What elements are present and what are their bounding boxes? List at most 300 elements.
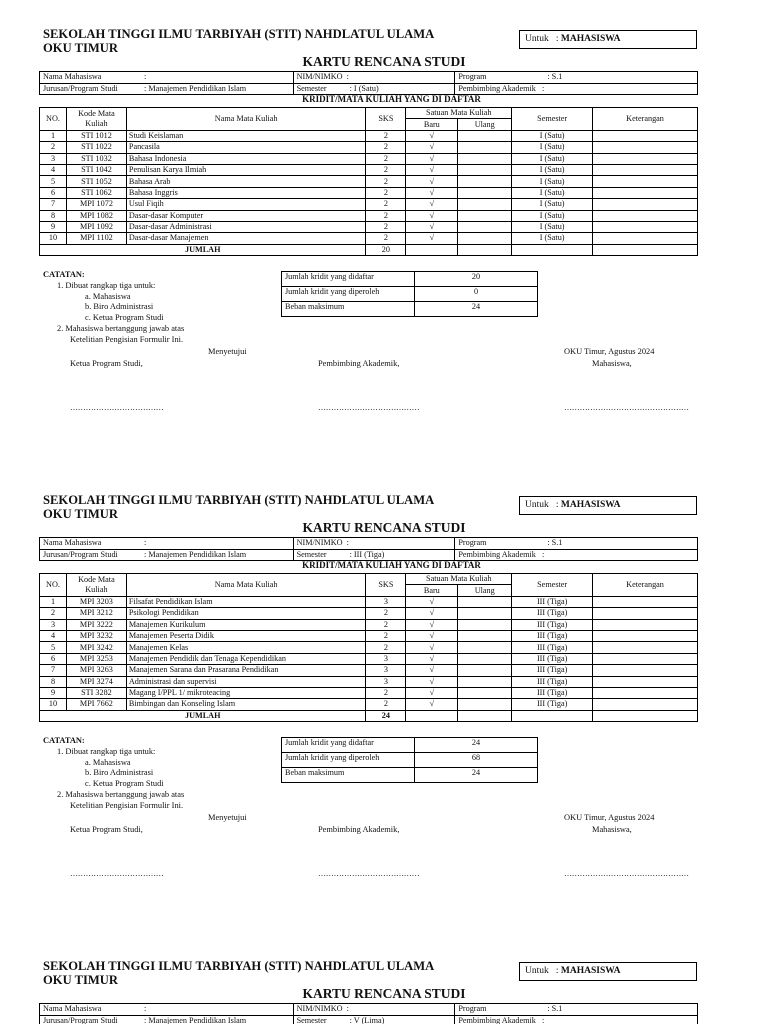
program-value: : S.1 [547, 538, 563, 548]
table-row [40, 642, 698, 653]
row-ulang [458, 153, 512, 164]
row-ulang [458, 199, 512, 210]
pembimbing-cell [455, 549, 698, 561]
row-kode: STI 1062 [66, 187, 126, 198]
col-ulang: Ulang [458, 119, 512, 130]
nama-separator: : [144, 538, 147, 548]
row-ulang [458, 699, 512, 710]
row-ulang [458, 653, 512, 664]
row-no: 3 [40, 153, 67, 164]
col-semester: Semester [512, 574, 593, 597]
row-semester: III (Tiga) [512, 630, 593, 641]
row-kode: MPI 1072 [66, 199, 126, 210]
row-keterangan [593, 142, 698, 153]
row-semester: I (Satu) [512, 210, 593, 221]
program-cell [455, 72, 698, 84]
row-no: 3 [40, 619, 67, 630]
row-semester: III (Tiga) [512, 608, 593, 619]
signature-line-pembimbing: ………………………………… [318, 869, 420, 878]
untuk-box: Untuk : MAHASISWA [519, 962, 697, 981]
row-ulang [458, 233, 512, 244]
row-no: 5 [40, 176, 67, 187]
place-date: OKU Timur, Agustus 2024 [564, 347, 655, 356]
row-kode: MPI 7662 [66, 699, 126, 710]
catatan-label: CATATAN: [43, 270, 85, 279]
row-ulang [458, 187, 512, 198]
table-row [40, 176, 698, 187]
row-no: 5 [40, 642, 67, 653]
nim-cell [293, 1004, 455, 1016]
jumlah-value: 20 [366, 244, 406, 255]
jumlah-label: JUMLAH [40, 244, 366, 255]
total-row [40, 710, 698, 721]
row-no: 10 [40, 233, 67, 244]
table-row [40, 187, 698, 198]
table-row [40, 596, 698, 607]
row-baru: √ [406, 233, 458, 244]
table-row [40, 699, 698, 710]
row-kode: MPI 3203 [66, 596, 126, 607]
note-1c: c. Ketua Program Studi [85, 313, 164, 323]
row-semester: I (Satu) [512, 176, 593, 187]
jurusan-label: Jurusan/Program Studi [43, 549, 118, 559]
semester-value: : I (Satu) [349, 83, 379, 93]
row-no: 10 [40, 699, 67, 710]
row-nama: Filsafat Pendidikan Islam [126, 596, 366, 607]
signature-line-mahasiswa: ………………………………………… [564, 403, 689, 412]
row-ulang [458, 142, 512, 153]
ketua-label: Ketua Program Studi, [70, 825, 143, 834]
semester-label: Semester [296, 549, 327, 559]
untuk-box: Untuk : MAHASISWA [519, 30, 697, 49]
row-no: 2 [40, 142, 67, 153]
row-kode: STI 1052 [66, 176, 126, 187]
program-label: Program [458, 72, 487, 82]
jurusan-cell [40, 83, 294, 95]
row-ulang [458, 630, 512, 641]
row-sks: 2 [366, 619, 406, 630]
row-semester: I (Satu) [512, 233, 593, 244]
row-keterangan [593, 199, 698, 210]
row-ulang [458, 619, 512, 630]
col-keterangan: Keterangan [593, 574, 698, 597]
row-keterangan [593, 596, 698, 607]
row-baru: √ [406, 153, 458, 164]
note-2b: Ketelitian Pengisian Formulir Ini. [70, 800, 184, 810]
row-sks: 2 [366, 176, 406, 187]
semester-value: : III (Tiga) [349, 549, 385, 559]
sum-maksimum-label: Beban maksimum [282, 768, 415, 783]
row-kode: MPI 3222 [66, 619, 126, 630]
row-keterangan [593, 187, 698, 198]
row-sks: 2 [366, 210, 406, 221]
table-row [40, 653, 698, 664]
row-ulang [458, 176, 512, 187]
row-nama: Studi Keislaman [126, 130, 366, 141]
untuk-value: MAHASISWA [560, 34, 621, 44]
row-nama: Usul Fiqih [126, 199, 366, 210]
row-keterangan [593, 130, 698, 141]
row-keterangan [593, 699, 698, 710]
jumlah-label: JUMLAH [40, 710, 366, 721]
table-row [40, 130, 698, 141]
row-nama: Psikologi Pendidikan [126, 608, 366, 619]
sum-didaftar-value: 24 [415, 738, 538, 753]
note-1c: c. Ketua Program Studi [85, 779, 164, 789]
untuk-value: MAHASISWA [560, 966, 621, 976]
note-2b: Ketelitian Pengisian Formulir Ini. [70, 334, 184, 344]
col-nama: Nama Mata Kuliah [126, 108, 366, 131]
semester-cell [293, 1015, 455, 1024]
row-baru: √ [406, 221, 458, 232]
total-row [40, 244, 698, 255]
row-baru: √ [406, 676, 458, 687]
nim-cell [293, 538, 455, 550]
table-row [40, 164, 698, 175]
jurusan-label: Jurusan/Program Studi [43, 83, 118, 93]
pembimbing-label: Pembimbing Akademik [458, 83, 536, 93]
pembimbing-cell [455, 1015, 698, 1024]
nama-separator: : [144, 1004, 147, 1014]
row-ulang [458, 130, 512, 141]
program-value: : S.1 [547, 1004, 563, 1014]
row-baru: √ [406, 210, 458, 221]
row-nama: Magang I/PPL 1/ mikroteacing [126, 687, 366, 698]
table-row [40, 630, 698, 641]
row-baru: √ [406, 630, 458, 641]
nim-label: NIM/NIMKO [296, 72, 343, 82]
place-date: OKU Timur, Agustus 2024 [564, 813, 655, 822]
student-info-table [39, 1003, 698, 1024]
institution-name: SEKOLAH TINGGI ILMU TARBIYAH (STIT) NAHDLATUL ULAMA OKU TIMUR [43, 27, 435, 55]
col-semester: Semester [512, 108, 593, 131]
catatan-label: CATATAN: [43, 736, 85, 745]
row-semester: III (Tiga) [512, 619, 593, 630]
row-kode: MPI 3212 [66, 608, 126, 619]
row-keterangan [593, 676, 698, 687]
table-row [40, 687, 698, 698]
sum-diperoleh-value: 0 [415, 287, 538, 302]
signature-line-ketua: ……………………………… [70, 403, 164, 412]
jurusan-value: : Manajemen Pendidikan Islam [144, 1015, 247, 1024]
row-no: 9 [40, 221, 67, 232]
signature-line-ketua: ……………………………… [70, 869, 164, 878]
col-keterangan: Keterangan [593, 108, 698, 131]
row-nama: Manajemen Pendidik dan Tenaga Kependidikan [126, 653, 366, 664]
row-baru: √ [406, 665, 458, 676]
row-nama: Manajemen Peserta Didik [126, 630, 366, 641]
col-satuan: Satuan Mata Kuliah [406, 574, 512, 585]
student-info-table [39, 537, 698, 561]
note-2: 2. Mahasiswa bertanggung jawab atas [57, 789, 185, 799]
form-title: KARTU RENCANA STUDI [302, 520, 466, 535]
row-no: 2 [40, 608, 67, 619]
row-kode: STI 3282 [66, 687, 126, 698]
row-nama: Manajemen Kelas [126, 642, 366, 653]
row-baru: √ [406, 164, 458, 175]
table-row [40, 199, 698, 210]
row-semester: III (Tiga) [512, 699, 593, 710]
row-baru: √ [406, 653, 458, 664]
sum-diperoleh-label: Jumlah kridit yang diperoleh [282, 753, 415, 768]
signature-line-mahasiswa: ………………………………………… [564, 869, 689, 878]
row-sks: 3 [366, 676, 406, 687]
row-no: 8 [40, 676, 67, 687]
row-semester: I (Satu) [512, 164, 593, 175]
nama-label: Nama Mahasiswa [43, 72, 102, 82]
row-nama: Bahasa Arab [126, 176, 366, 187]
row-kode: STI 1012 [66, 130, 126, 141]
untuk-label: Untuk [525, 966, 549, 976]
mahasiswa-label: Mahasiswa, [592, 825, 632, 834]
row-no: 1 [40, 130, 67, 141]
row-baru: √ [406, 608, 458, 619]
nama-cell [40, 1004, 294, 1016]
col-satuan: Satuan Mata Kuliah [406, 108, 512, 119]
signature-line-pembimbing: ………………………………… [318, 403, 420, 412]
row-nama: Manajemen Sarana dan Prasarana Pendidikan [126, 665, 366, 676]
row-ulang [458, 665, 512, 676]
pembimbing-sig-label: Pembimbing Akademik, [318, 825, 400, 834]
nama-label: Nama Mahasiswa [43, 538, 102, 548]
sum-didaftar-label: Jumlah kridit yang didaftar [282, 738, 415, 753]
row-nama: Bimbingan dan Konseling Islam [126, 699, 366, 710]
table-row [40, 665, 698, 676]
row-kode: STI 1022 [66, 142, 126, 153]
notes [43, 270, 184, 346]
row-semester: I (Satu) [512, 199, 593, 210]
row-semester: I (Satu) [512, 187, 593, 198]
row-no: 4 [40, 164, 67, 175]
note-1a: a. Mahasiswa [85, 291, 131, 301]
row-kode: MPI 1092 [66, 221, 126, 232]
table-row [40, 142, 698, 153]
course-table [39, 107, 698, 256]
nama-label: Nama Mahasiswa [43, 1004, 102, 1014]
program-cell [455, 1004, 698, 1016]
sum-diperoleh-label: Jumlah kridit yang diperoleh [282, 287, 415, 302]
menyetujui-text: Menyetujui [208, 347, 247, 356]
row-baru: √ [406, 199, 458, 210]
nim-label: NIM/NIMKO [296, 1004, 343, 1014]
row-keterangan [593, 687, 698, 698]
col-kode: Kode Mata Kuliah [66, 574, 126, 597]
nama-separator: : [144, 72, 147, 82]
row-sks: 2 [366, 153, 406, 164]
row-sks: 3 [366, 653, 406, 664]
form-title: KARTU RENCANA STUDI [302, 54, 466, 69]
nim-separator: : [346, 538, 349, 548]
row-sks: 2 [366, 142, 406, 153]
menyetujui-text: Menyetujui [208, 813, 247, 822]
table-row [40, 619, 698, 630]
kridit-heading: KRIDIT/MATA KULIAH YANG DI DAFTAR [302, 94, 481, 104]
note-2: 2. Mahasiswa bertanggung jawab atas [57, 323, 185, 333]
row-nama: Manajemen Kurikulum [126, 619, 366, 630]
row-nama: Penulisan Karya Ilmiah [126, 164, 366, 175]
credit-summary-table [281, 737, 538, 783]
row-no: 7 [40, 199, 67, 210]
semester-cell [293, 549, 455, 561]
row-keterangan [593, 630, 698, 641]
row-semester: III (Tiga) [512, 642, 593, 653]
col-kode: Kode Mata Kuliah [66, 108, 126, 131]
sum-didaftar-value: 20 [415, 272, 538, 287]
row-nama: Dasar-dasar Komputer [126, 210, 366, 221]
jurusan-value: : Manajemen Pendidikan Islam [144, 549, 247, 559]
note-1b: b. Biro Administrasi [85, 768, 154, 778]
row-keterangan [593, 619, 698, 630]
row-kode: STI 1042 [66, 164, 126, 175]
row-sks: 2 [366, 164, 406, 175]
row-baru: √ [406, 130, 458, 141]
row-no: 6 [40, 187, 67, 198]
row-ulang [458, 596, 512, 607]
institution-name: SEKOLAH TINGGI ILMU TARBIYAH (STIT) NAHDLATUL ULAMA OKU TIMUR [43, 493, 435, 521]
credit-summary-table [281, 271, 538, 317]
sum-maksimum-value: 24 [415, 768, 538, 783]
semester-label: Semester [296, 1015, 327, 1024]
program-label: Program [458, 1004, 487, 1014]
row-sks: 2 [366, 699, 406, 710]
program-value: : S.1 [547, 72, 563, 82]
nim-label: NIM/NIMKO [296, 538, 343, 548]
pembimbing-label: Pembimbing Akademik [458, 1015, 536, 1024]
row-nama: Bahasa Indonesia [126, 153, 366, 164]
row-semester: I (Satu) [512, 130, 593, 141]
row-nama: Administrasi dan supervisi [126, 676, 366, 687]
row-keterangan [593, 210, 698, 221]
col-nama: Nama Mata Kuliah [126, 574, 366, 597]
row-baru: √ [406, 187, 458, 198]
table-row [40, 153, 698, 164]
pembimbing-separator: : [542, 1015, 545, 1024]
pembimbing-separator: : [542, 83, 545, 93]
row-kode: MPI 3274 [66, 676, 126, 687]
semester-value: : V (Lima) [349, 1015, 385, 1024]
pembimbing-separator: : [542, 549, 545, 559]
student-info-table [39, 71, 698, 95]
jurusan-cell [40, 1015, 294, 1024]
program-cell [455, 538, 698, 550]
note-1b: b. Biro Administrasi [85, 302, 154, 312]
row-nama: Dasar-dasar Manajemen [126, 233, 366, 244]
row-kode: STI 1032 [66, 153, 126, 164]
row-baru: √ [406, 619, 458, 630]
row-sks: 2 [366, 687, 406, 698]
row-keterangan [593, 233, 698, 244]
kridit-heading: KRIDIT/MATA KULIAH YANG DI DAFTAR [302, 560, 481, 570]
course-table [39, 573, 698, 722]
row-nama: Dasar-dasar Administrasi [126, 221, 366, 232]
row-keterangan [593, 653, 698, 664]
nim-cell [293, 72, 455, 84]
row-sks: 2 [366, 187, 406, 198]
nama-cell [40, 72, 294, 84]
sum-diperoleh-value: 68 [415, 753, 538, 768]
semester-label: Semester [296, 83, 327, 93]
sum-maksimum-label: Beban maksimum [282, 302, 415, 317]
row-no: 1 [40, 596, 67, 607]
nim-separator: : [346, 1004, 349, 1014]
untuk-box: Untuk : MAHASISWA [519, 496, 697, 515]
row-semester: I (Satu) [512, 142, 593, 153]
col-no: NO. [40, 108, 67, 131]
row-sks: 2 [366, 608, 406, 619]
semester-cell [293, 83, 455, 95]
table-row [40, 608, 698, 619]
row-baru: √ [406, 596, 458, 607]
row-semester: III (Tiga) [512, 653, 593, 664]
sum-maksimum-value: 24 [415, 302, 538, 317]
untuk-label: Untuk [525, 34, 549, 44]
row-no: 9 [40, 687, 67, 698]
row-ulang [458, 221, 512, 232]
table-row [40, 210, 698, 221]
row-baru: √ [406, 687, 458, 698]
table-row [40, 676, 698, 687]
untuk-label: Untuk [525, 500, 549, 510]
row-semester: I (Satu) [512, 153, 593, 164]
row-kode: MPI 3242 [66, 642, 126, 653]
row-keterangan [593, 153, 698, 164]
ketua-label: Ketua Program Studi, [70, 359, 143, 368]
row-no: 6 [40, 653, 67, 664]
row-kode: MPI 3263 [66, 665, 126, 676]
nim-separator: : [346, 72, 349, 82]
row-kode: MPI 1102 [66, 233, 126, 244]
row-keterangan [593, 164, 698, 175]
sum-didaftar-label: Jumlah kridit yang didaftar [282, 272, 415, 287]
row-nama: Pancasila [126, 142, 366, 153]
notes [43, 736, 184, 812]
row-semester: III (Tiga) [512, 687, 593, 698]
row-baru: √ [406, 142, 458, 153]
col-baru: Baru [406, 119, 458, 130]
form-title: KARTU RENCANA STUDI [302, 986, 466, 1001]
note-1: 1. Dibuat rangkap tiga untuk: [57, 280, 156, 290]
row-keterangan [593, 642, 698, 653]
mahasiswa-label: Mahasiswa, [592, 359, 632, 368]
row-ulang [458, 608, 512, 619]
row-ulang [458, 687, 512, 698]
row-sks: 3 [366, 596, 406, 607]
table-row [40, 233, 698, 244]
jurusan-value: : Manajemen Pendidikan Islam [144, 83, 247, 93]
col-no: NO. [40, 574, 67, 597]
row-nama: Bahasa Inggris [126, 187, 366, 198]
row-sks: 2 [366, 130, 406, 141]
col-sks: SKS [366, 108, 406, 131]
row-keterangan [593, 176, 698, 187]
row-semester: III (Tiga) [512, 596, 593, 607]
row-ulang [458, 210, 512, 221]
note-1a: a. Mahasiswa [85, 757, 131, 767]
row-kode: MPI 1082 [66, 210, 126, 221]
row-keterangan [593, 221, 698, 232]
row-ulang [458, 164, 512, 175]
row-semester: III (Tiga) [512, 665, 593, 676]
row-semester: III (Tiga) [512, 676, 593, 687]
row-ulang [458, 642, 512, 653]
row-ulang [458, 676, 512, 687]
pembimbing-label: Pembimbing Akademik [458, 549, 536, 559]
institution-name: SEKOLAH TINGGI ILMU TARBIYAH (STIT) NAHDLATUL ULAMA OKU TIMUR [43, 959, 435, 987]
jurusan-label: Jurusan/Program Studi [43, 1015, 118, 1024]
row-no: 4 [40, 630, 67, 641]
row-no: 8 [40, 210, 67, 221]
row-sks: 3 [366, 665, 406, 676]
